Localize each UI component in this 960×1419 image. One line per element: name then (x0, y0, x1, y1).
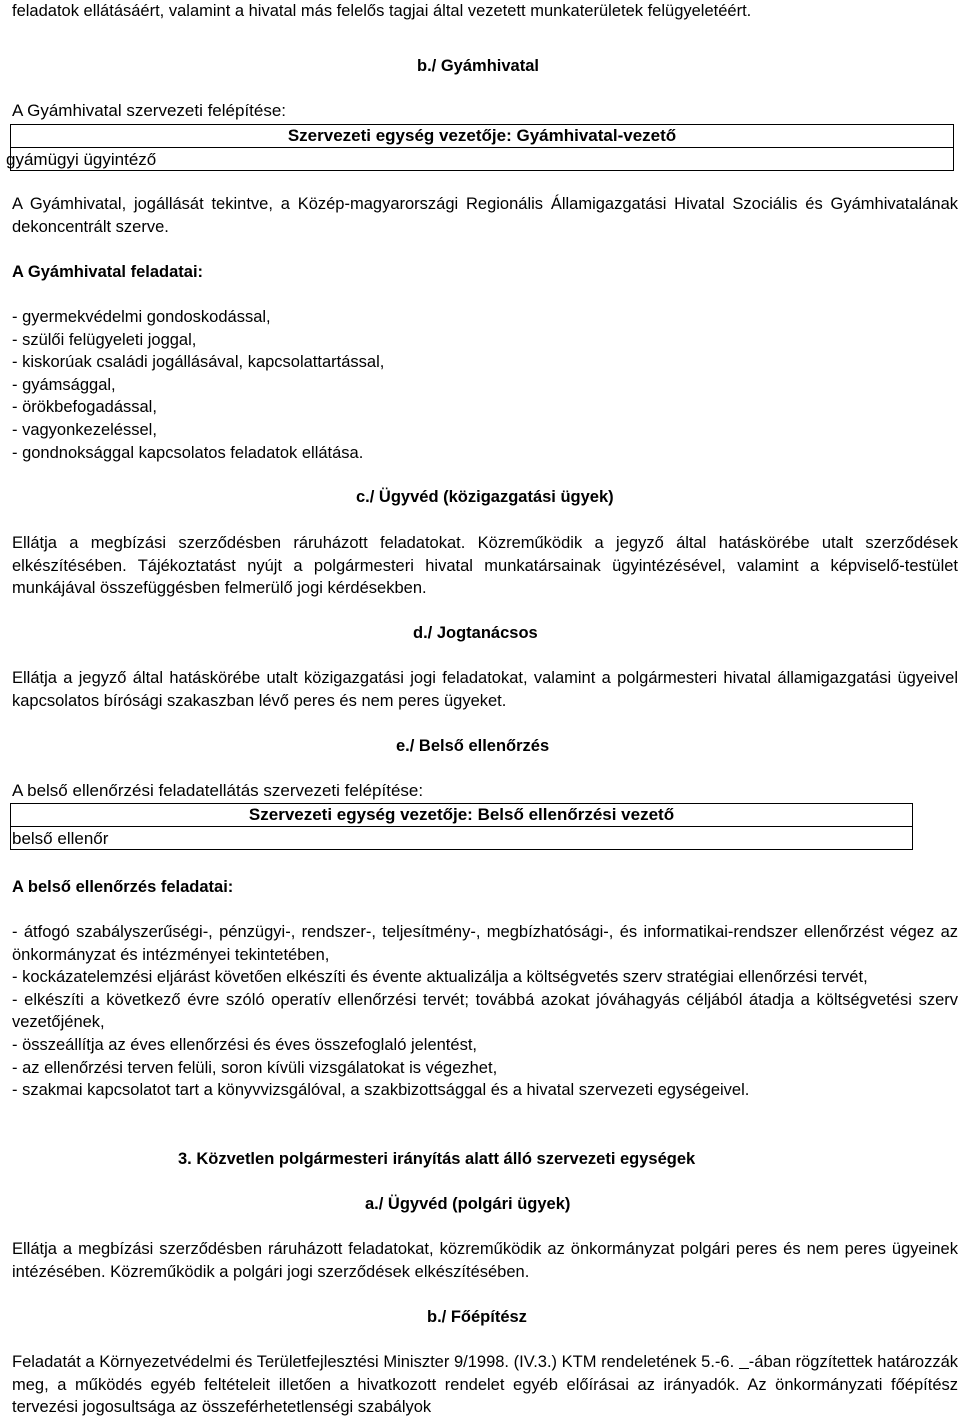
list-item: - szülői felügyeleti joggal, (12, 330, 197, 349)
belso-heading: e./ Belső ellenőrzés (396, 737, 550, 755)
list-item: - átfogó szabályszerűségi-, pénzügyi-, rendszer-, teljesítmény-, megbízhatósági-, és informatikai-rendszer ellenőrzést végez az önkormányzat és intézményei tekintetében, (12, 923, 958, 964)
top-line: feladatok ellátásáért, valamint a hivatal más felelős tagjai által vezetett munkaterületek felügyeletéért. (12, 2, 752, 20)
gyamhivatal-status-text: A Gyámhivatal, jogállását tekintve, a Közép-magyarországi Regionális Államigazgatási Hivatal Szociális és Gyámhivatalának dekoncentrált szerve. (12, 195, 958, 236)
list-item: - elkészíti a következő évre szóló operatív ellenőrzési tervét; továbbá azokat jóváhagyás céljából átadja a költségvetési szerv vezetőjének, (12, 990, 958, 1032)
list-item: - az ellenőrzési terven felüli, soron kívüli vizsgálatokat is végezhet, (12, 1058, 498, 1077)
foepitesz-heading: b./ Főépítész (427, 1308, 527, 1326)
list-item: - kockázatelemzési eljárást követően elkészíti és évente aktualizálja a költségvetés szerv stratégiai ellenőrzési tervét, (12, 968, 868, 987)
section3-heading: 3. Közvetlen polgármesteri irányítás alatt álló szervezeti egységek (178, 1150, 696, 1168)
ugyved-polgari-text: Ellátja a megbízási szerződésben ráruházott feladatokat, közreműködik az önkormányzat polgári peres és nem peres ügyeinek intézésében. Közreműködik a polgári jogi szerződések elkészítésében. (12, 1240, 958, 1281)
org-divider (11, 147, 953, 148)
list-item: - gyámsággal, (12, 375, 116, 394)
list-item: - örökbefogadással, (12, 398, 157, 417)
gyamhivatal-structure-label: A Gyámhivatal szervezeti felépítése: (12, 101, 287, 120)
list-item: - vagyonkezeléssel, (12, 420, 157, 439)
list-item: - gyermekvédelmi gondoskodással, (12, 308, 271, 326)
gyamhivatal-org-head: Szervezeti egység vezetője: Gyámhivatal-vezető (287, 126, 677, 145)
gyamhivatal-tasks-heading: A Gyámhivatal feladatai: (12, 263, 204, 281)
org-divider (11, 826, 912, 827)
gyamhivatal-org-sub: gyámügyi ügyintéző (6, 150, 157, 169)
gyamhivatal-heading: b./ Gyámhivatal (417, 57, 539, 75)
ugyved-kozig-text: Ellátja a megbízási szerződésben ráruházott feladatokat. Közreműködik a jegyző által hatáskörébe utalt szerződések elkészítésében. Tájékoztatást nyújt a polgármesteri hivatal munkatársainak ügyintézésével, valamint a képviselő-testület munkájával összefüggésben felmerülő jogi kérdésekben. (12, 534, 958, 598)
belso-org-sub: belső ellenőr (12, 829, 109, 848)
jogtanacsos-text: Ellátja a jegyző által hatáskörébe utalt közigazgatási jogi feladatokat, valamint a polgármesteri hivatal államigazgatási ügyeivel kapcsolatos bírósági szakaszban lévő peres és nem peres ügyeket. (12, 669, 958, 710)
belso-task-list (12, 921, 958, 1102)
jogtanacsos-heading: d./ Jogtanácsos (413, 624, 538, 642)
foepitesz-text-part1: Feladatát a Környezetvédelmi és Területfejlesztési Miniszter 9/1998. (IV.3.) KTM rendeletének 5.-6. (12, 1353, 735, 1371)
belso-structure-label: A belső ellenőrzési feladatellátás szervezeti felépítése: (12, 781, 424, 800)
paragraph-sign (739, 1356, 749, 1369)
belso-tasks-heading: A belső ellenőrzés feladatai: (12, 878, 234, 896)
list-item: - összeállítja az éves ellenőrzési és éves összefoglaló jelentést, (12, 1035, 477, 1054)
ugyved-polgari-heading: a./ Ügyvéd (polgári ügyek) (365, 1195, 571, 1213)
foepitesz-text-part2: -ában rögzítettek határozzák meg, a működés egyéb feltételeit illetően a hivatkozott rendelet egyéb előírásai az irányadók. Az önkormányzati főépítész tervezési jogosultsága az összeférhetetlenségi szabályok (12, 1353, 958, 1417)
gyamhivatal-task-list (12, 306, 958, 464)
list-item: - gondnoksággal kapcsolatos feladatok ellátása. (12, 443, 364, 462)
belso-org-head: Szervezeti egység vezetője: Belső ellenőrzési vezető (248, 805, 675, 824)
list-item: - szakmai kapcsolatot tart a könyvvizsgálóval, a szakbizottsággal és a hivatal szervezeti egységeivel. (12, 1081, 750, 1100)
foepitesz-text (12, 1351, 958, 1419)
ugyved-kozig-heading: c./ Ügyvéd (közigazgatási ügyek) (356, 488, 614, 506)
list-item: - kiskorúak családi jogállásával, kapcsolattartással, (12, 353, 385, 372)
